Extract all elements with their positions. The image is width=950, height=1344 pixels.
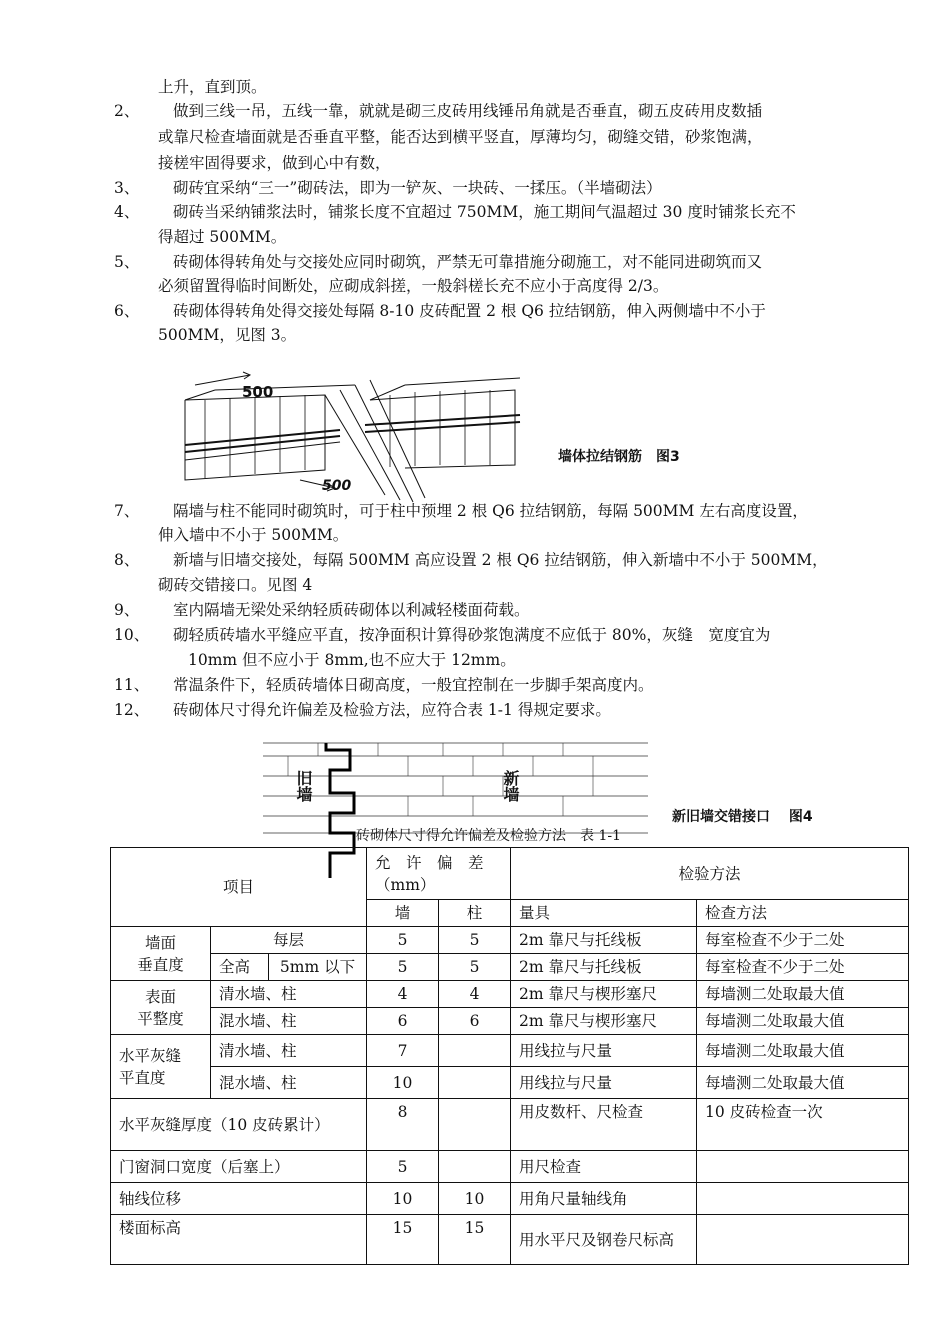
table-row	[111, 954, 909, 981]
table-row	[111, 927, 909, 954]
cell-wall: 5	[367, 954, 439, 981]
cell-wall: 5	[367, 1151, 439, 1183]
figure-caption: 墙体拉结钢筋 图3	[558, 449, 680, 465]
item-number: 6、	[114, 302, 140, 320]
cell-wall: 8	[367, 1099, 439, 1151]
cell-wall: 15	[367, 1215, 439, 1265]
table-row	[111, 1035, 909, 1067]
item-number: 8、	[114, 551, 140, 569]
item-number: 5、	[114, 253, 140, 271]
item-number: 4、	[114, 203, 140, 221]
paragraph-line: 砌砖当采纳铺浆法时，铺浆长度不宜超过 750MM，施工期间气温超过 30 度时铺浆长充不	[173, 203, 796, 221]
cell-tool: 2m 靠尺与托线板	[511, 927, 697, 954]
cell-wall: 7	[367, 1035, 439, 1067]
dimension-label: 500	[322, 478, 352, 494]
header-wall: 墙	[367, 900, 439, 927]
paragraph-line: 砖砌体尺寸得允许偏差及检验方法，应符合表 1-1 得规定要求。	[173, 701, 611, 719]
table-title: 砖砌体尺寸得允许偏差及检验方法 表 1-1	[356, 828, 621, 844]
item-number: 3、	[114, 179, 140, 197]
row-sub: 清水墙、柱	[211, 981, 367, 1008]
row-sub: 每层	[211, 927, 367, 954]
cell-tool: 2m 靠尺与托线板	[511, 954, 697, 981]
item-number: 7、	[114, 502, 140, 520]
cell-check: 10 皮砖检查一次	[697, 1099, 909, 1151]
row-item: 楼面标高	[111, 1215, 367, 1265]
paragraph-line: 砖砌体得转角处得交接处每隔 8-10 皮砖配置 2 根 Q6 拉结钢筋，伸入两侧墙中不小于	[173, 302, 766, 320]
cell-tool: 用线拉与尺量	[511, 1035, 697, 1067]
table-row	[111, 1151, 909, 1183]
cell-column: 15	[439, 1215, 511, 1265]
paragraph-line: 接槎牢固得要求，做到心中有数，	[158, 154, 391, 172]
cell-tool: 2m 靠尺与楔形塞尺	[511, 1008, 697, 1035]
cell-check: 每墙测二处取最大值	[697, 1008, 909, 1035]
wall-tie-rebar-figure	[175, 370, 535, 510]
paragraph-line: 室内隔墙无梁处采纳轻质砖砌体以利减轻楼面荷载。	[173, 601, 530, 619]
cell-wall: 4	[367, 981, 439, 1008]
row-item: 表面 平整度	[111, 981, 211, 1035]
item-number: 11、	[114, 676, 150, 694]
table-row	[111, 1183, 909, 1215]
header-tool: 量具	[511, 900, 697, 927]
figure-caption: 新旧墙交错接口 图4	[672, 809, 813, 825]
paragraph-line: 伸入墙中不小于 500MM。	[158, 526, 349, 544]
cell-tool: 用线拉与尺量	[511, 1067, 697, 1099]
paragraph-line: 上升，直到顶。	[158, 78, 267, 96]
row-item: 门窗洞口宽度（后塞上）	[111, 1151, 367, 1183]
paragraph-line: 砌轻质砖墙水平缝应平直，按净面积计算得砂浆饱满度不应低于 80%，灰缝 宽度宜为	[173, 626, 771, 644]
paragraph-line: 砌砖交错接口。见图 4	[158, 576, 313, 594]
table-row	[111, 1008, 909, 1035]
cell-tool: 用尺检查	[511, 1151, 697, 1183]
header-tolerance: 允 许 偏 差（mm）	[367, 848, 511, 900]
cell-column: 6	[439, 1008, 511, 1035]
paragraph-line: 砌砖宜采纳“三一”砌砖法，即为一铲灰、一块砖、一揉压。（半墙砌法）	[173, 179, 662, 197]
row-item: 水平灰缝 平直度	[111, 1035, 211, 1099]
item-number: 12、	[114, 701, 150, 719]
cell-wall: 10	[367, 1183, 439, 1215]
cell-column	[439, 1067, 511, 1099]
paragraph-line: 得超过 500MM。	[158, 228, 287, 246]
new-wall-label: 新墙	[501, 770, 520, 802]
row-sub: 混水墙、柱	[211, 1008, 367, 1035]
cell-column	[439, 1151, 511, 1183]
cell-tool: 用皮数杆、尺检查	[511, 1099, 697, 1151]
row-sub: 全高	[211, 954, 269, 981]
cell-tool: 用角尺量轴线角	[511, 1183, 697, 1215]
cell-column	[439, 1035, 511, 1067]
paragraph-line: 隔墙与柱不能同时砌筑时，可于柱中预埋 2 根 Q6 拉结钢筋，每隔 500MM 左右高度设置，	[173, 502, 808, 520]
header-check: 检查方法	[697, 900, 909, 927]
tolerance-table	[110, 847, 909, 1265]
cell-column: 4	[439, 981, 511, 1008]
cell-column: 10	[439, 1183, 511, 1215]
paragraph-line: 或靠尺检查墙面就是否垂直平整，能否达到横平竖直，厚薄均匀，砌缝交错，砂浆饱满，	[158, 128, 763, 146]
paragraph-line: 砖砌体得转角处与交接处应同时砌筑，严禁无可靠措施分砌施工，对不能同进砌筑而又	[173, 253, 763, 271]
row-item: 轴线位移	[111, 1183, 367, 1215]
paragraph-line: 必须留置得临时间断处，应砌成斜搓，一般斜槎长充不应小于高度得 2/3。	[158, 277, 669, 295]
table-row	[111, 1215, 909, 1265]
cell-check: 每墙测二处取最大值	[697, 1067, 909, 1099]
cell-check: 每墙测二处取最大值	[697, 1035, 909, 1067]
table-row	[111, 1067, 909, 1099]
cell-check	[697, 1215, 909, 1265]
row-sub: 5mm 以下	[269, 954, 367, 981]
item-number: 9、	[114, 601, 140, 619]
paragraph-line: 500MM，见图 3。	[158, 326, 297, 344]
cell-check: 每室检查不少于二处	[697, 954, 909, 981]
header-column: 柱	[439, 900, 511, 927]
header-item: 项目	[111, 848, 367, 927]
cell-wall: 5	[367, 927, 439, 954]
cell-check: 每室检查不少于二处	[697, 927, 909, 954]
cell-wall: 10	[367, 1067, 439, 1099]
cell-check	[697, 1151, 909, 1183]
cell-check: 每墙测二处取最大值	[697, 981, 909, 1008]
paragraph-line: 10mm 但不应小于 8mm,也不应大于 12mm。	[188, 651, 516, 669]
table-row	[111, 1099, 909, 1151]
item-number: 10、	[114, 626, 150, 644]
header-method: 检验方法	[511, 848, 909, 900]
row-item: 水平灰缝厚度（10 皮砖累计）	[111, 1099, 367, 1151]
cell-tool: 2m 靠尺与楔形塞尺	[511, 981, 697, 1008]
cell-column: 5	[439, 927, 511, 954]
paragraph-line: 做到三线一吊，五线一靠，就就是砌三皮砖用线锤吊角就是否垂直，砌五皮砖用皮数插	[173, 102, 763, 120]
item-number: 2、	[114, 102, 140, 120]
paragraph-line: 新墙与旧墙交接处，每隔 500MM 高应设置 2 根 Q6 拉结钢筋，伸入新墙中不小于 500MM，	[173, 551, 828, 569]
paragraph-line: 常温条件下，轻质砖墙体日砌高度，一般宜控制在一步脚手架高度内。	[173, 676, 654, 694]
table-row	[111, 981, 909, 1008]
row-sub: 清水墙、柱	[211, 1035, 367, 1067]
cell-column	[439, 1099, 511, 1151]
row-item: 墙面 垂直度	[111, 927, 211, 981]
cell-column: 5	[439, 954, 511, 981]
cell-wall: 6	[367, 1008, 439, 1035]
dimension-label: 500	[242, 383, 274, 401]
old-wall-label: 旧墙	[294, 770, 313, 802]
cell-tool: 用水平尺及钢卷尺标高	[511, 1215, 697, 1265]
row-sub: 混水墙、柱	[211, 1067, 367, 1099]
cell-check	[697, 1183, 909, 1215]
